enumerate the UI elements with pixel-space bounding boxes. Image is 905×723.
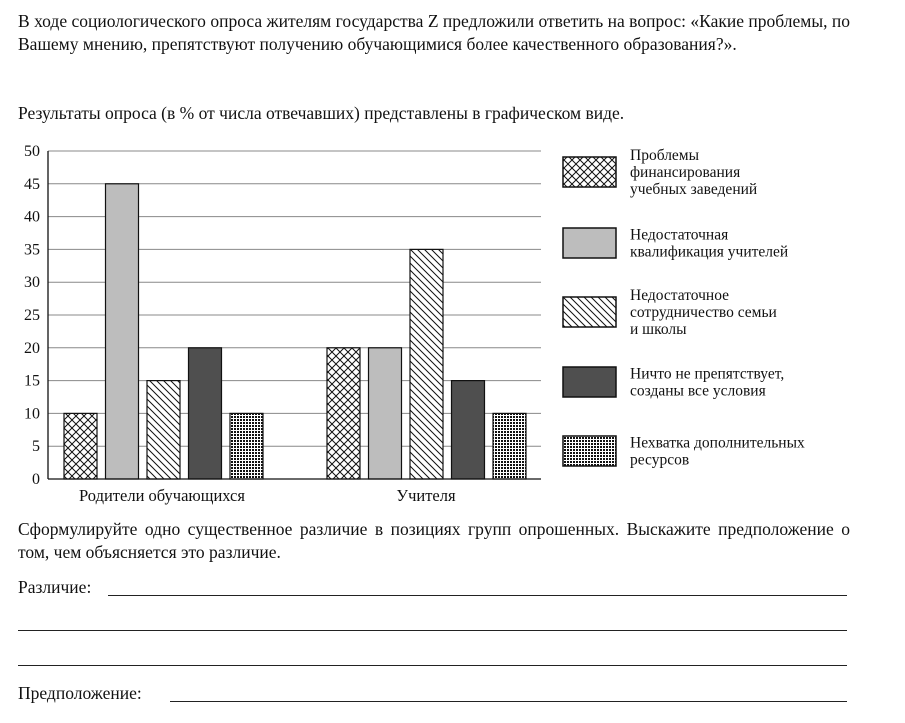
difference-label: Различие:: [18, 577, 92, 597]
y-tick-label: 25: [24, 307, 40, 324]
y-tick-label: 15: [24, 372, 40, 390]
legend-label: учебных заведений: [630, 181, 758, 198]
answer-line-3[interactable]: [18, 646, 847, 668]
bars: [64, 184, 526, 479]
assumption-label: Предположение:: [18, 683, 142, 703]
difference-answer-line[interactable]: [18, 576, 847, 598]
y-tick-label: 40: [24, 208, 40, 226]
y-tick-label: 5: [32, 438, 40, 456]
bar-parents-gray: [106, 184, 139, 479]
results-paragraph: Результаты опроса (в % от числа отвечавших) представлены в графическом виде.: [18, 103, 625, 123]
y-tick-labels: [24, 143, 40, 488]
legend-swatch-crosshatch: [563, 157, 616, 187]
y-tick-label: 50: [24, 143, 40, 160]
bar-parents-grid: [230, 413, 263, 479]
bar-teachers-grid: [493, 413, 526, 479]
bar-teachers-diagonal: [410, 249, 443, 479]
legend-label: Проблемы: [630, 147, 700, 164]
bar-parents-crosshatch: [64, 413, 97, 479]
legend-label: созданы все условия: [630, 382, 766, 400]
bar-parents-dark: [189, 348, 222, 479]
legend-label: финансирования: [630, 164, 741, 181]
legend-label: Недостаточное: [630, 287, 730, 304]
y-tick-label: 20: [24, 339, 40, 357]
assumption-answer-line[interactable]: [18, 682, 847, 704]
category-labels: [79, 486, 456, 505]
y-tick-label: 30: [24, 274, 40, 292]
y-tick-label: 35: [24, 241, 40, 259]
legend-label: ресурсов: [630, 451, 690, 469]
y-tick-label: 10: [24, 405, 40, 423]
task-paragraph: Сформулируйте одно существенное различие в позициях групп опрошенных. Выскажите предположение о том, чем объясняется это различие.: [18, 519, 850, 562]
category-label: Родители обучающихся: [79, 486, 245, 505]
bar-chart: [0, 140, 905, 510]
legend-swatch-dark: [563, 367, 616, 397]
category-label: Учителя: [396, 486, 456, 505]
legend-swatch-diagonal: [563, 297, 616, 327]
legend-label: Ничто не препятствует,: [630, 365, 785, 383]
assumption-rule: [170, 701, 847, 702]
legend-label: Нехватка дополнительных: [630, 434, 805, 452]
answer-line-2[interactable]: [18, 611, 847, 633]
y-tick-label: 0: [32, 471, 40, 488]
legend-swatch-gray: [563, 228, 616, 258]
answer-rule-2: [18, 630, 847, 631]
bar-teachers-gray: [369, 348, 402, 479]
difference-rule: [108, 595, 847, 596]
legend-swatch-grid: [563, 436, 616, 466]
intro-paragraph: В ходе социологического опроса жителям государства Z предложили ответить на вопрос: «Какие проблемы, по Вашему мнению, препятствуют получению обучающимися более качественного образования?».: [18, 11, 850, 54]
bar-teachers-crosshatch: [327, 348, 360, 479]
legend-label: квалификация учителей: [630, 243, 789, 261]
bar-parents-diagonal: [147, 381, 180, 479]
legend: [563, 147, 805, 469]
y-tick-label: 45: [24, 175, 40, 193]
legend-label: Недостаточная: [630, 226, 729, 244]
bar-teachers-dark: [452, 381, 485, 479]
legend-label: и школы: [630, 321, 687, 338]
legend-label: сотрудничество семьи: [630, 304, 777, 321]
answer-rule-3: [18, 665, 847, 666]
